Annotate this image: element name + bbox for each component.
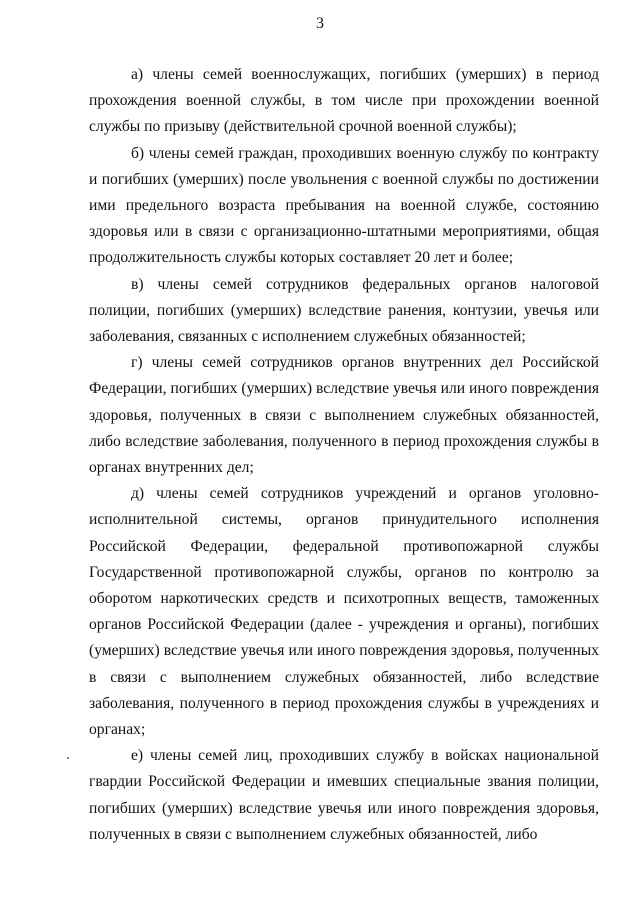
page-number: 3 bbox=[316, 15, 324, 32]
margin-mark bbox=[67, 757, 69, 759]
list-item-e: е) члены семей лиц, проходивших службу в войсках национальной гвардии Российской Федерации и имевших специальные звания полиции, погибших (умерших) вследствие увечья или иного повреждения здоровья, полученных в связи с выполнением служебных обязанностей, либо bbox=[89, 747, 599, 843]
list-item-a: а) члены семей военнослужащих, погибших (умерших) в период прохождения военной службы, в том числе при прохождении военной службы по призыву (действительной срочной военной службы); bbox=[89, 66, 599, 136]
list-item-g: г) члены семей сотрудников органов внутренних дел Российской Федерации, погибших (умерших) вследствие увечья или иного повреждения здоровья, полученных в связи с выполнением служебных обязанностей, либо вследствие заболевания, полученного в период прохождения службы в органах внутренних дел; bbox=[89, 354, 599, 477]
list-item-b: б) члены семей граждан, проходивших военную службу по контракту и погибших (умерших) после увольнения с военной службы по достижении ими предельного возраста пребывания на военной службе, состоянию здоровья или в связи с организационно-штатными мероприятиями, общая продолжительность службы которых составляет 20 лет и более; bbox=[89, 144, 599, 267]
list-item-v: в) члены семей сотрудников федеральных органов налоговой полиции, погибших (умерших) вследствие ранения, контузии, увечья или заболевания, связанных с исполнением служебных обязанностей; bbox=[89, 275, 599, 346]
document-body bbox=[89, 62, 599, 848]
list-item-d: д) члены семей сотрудников учреждений и органов уголовно-исполнительной системы, органов принудительного исполнения Российской Федерации, федеральной противопожарной службы Государственной противопожарной службы, органов по контролю за оборотом наркотических средств и психотропных веществ, таможенных органов Российской Федерации (далее - учреждения и органы), погибших (умерших) вследствие увечья или иного повреждения здоровья, полученных в связи с выполнением служебных обязанностей, либо вследствие заболевания, полученного в период прохождения службы в учреждениях и органах; bbox=[89, 485, 599, 739]
